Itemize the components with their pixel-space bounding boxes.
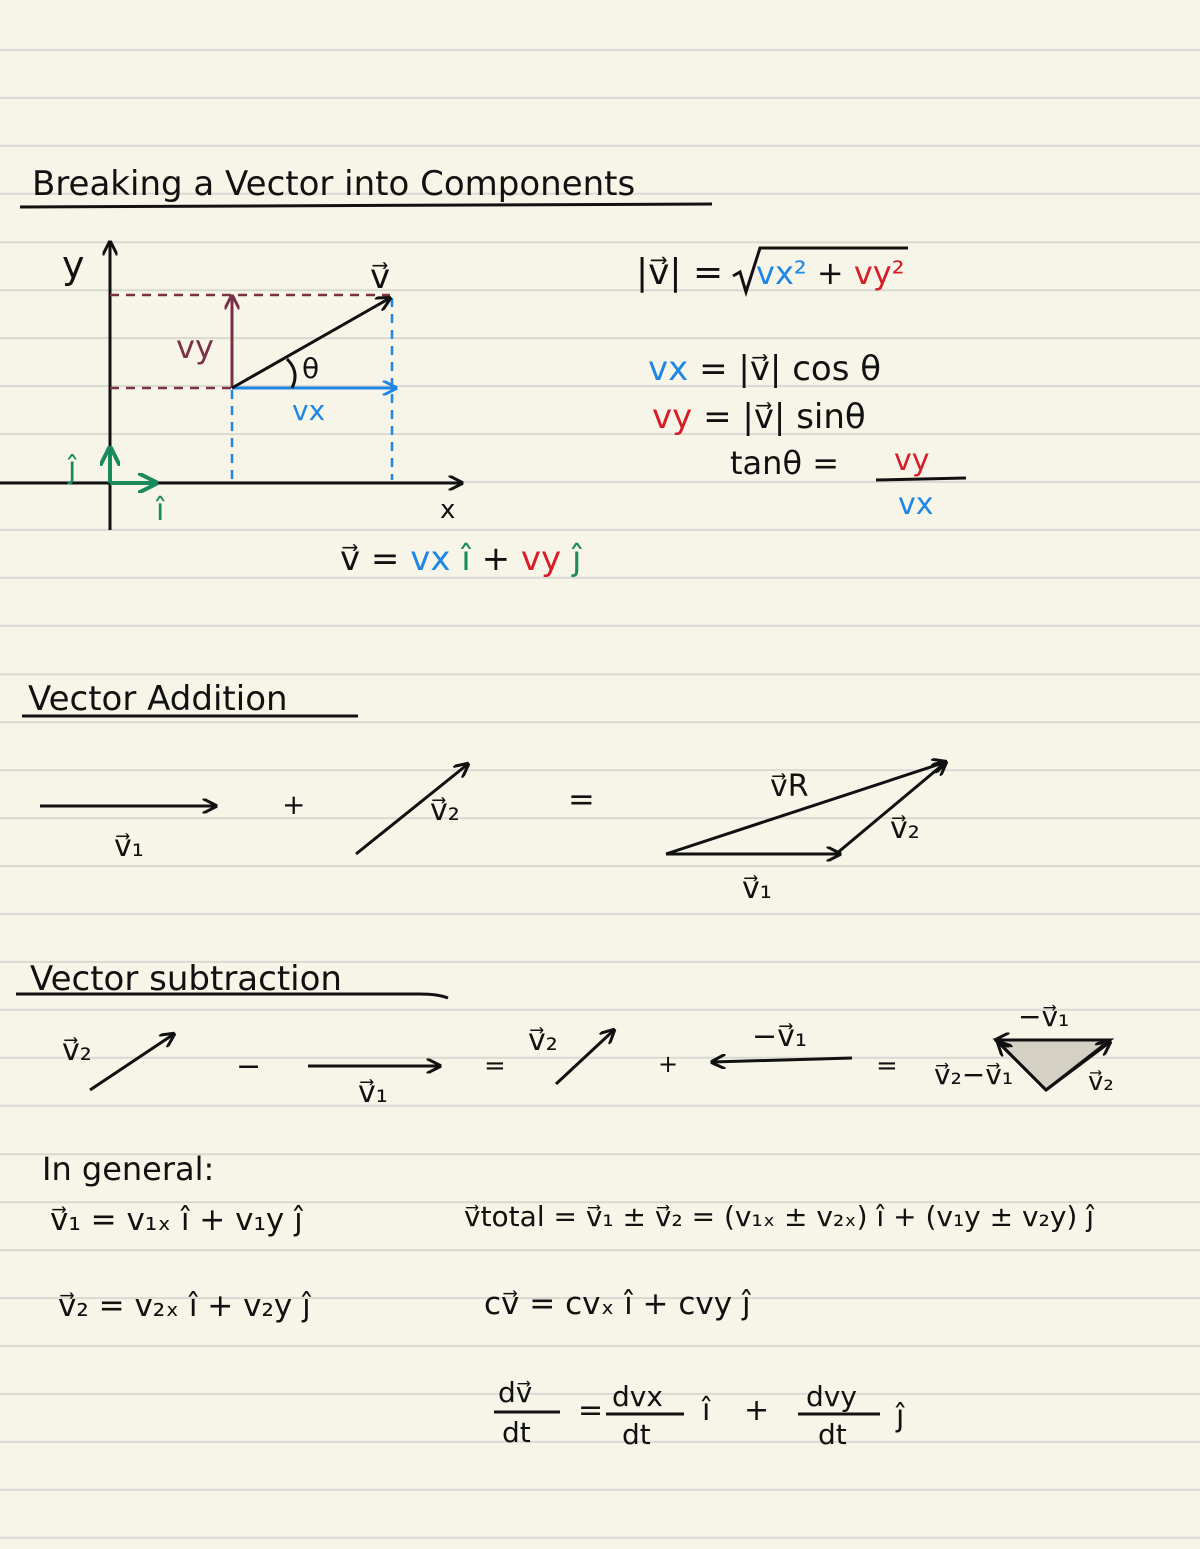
eq-plus: + xyxy=(481,539,511,579)
x-axis-label: x xyxy=(440,495,456,525)
deriv-i-hat: î xyxy=(702,1393,711,1428)
sub-v2-copy-label: v⃗₂ xyxy=(528,1023,558,1058)
dvx-numerator: dvx xyxy=(612,1380,663,1413)
deriv-denominator: dt xyxy=(502,1416,531,1449)
vy-formula-lhs: vy xyxy=(652,397,693,437)
tan-denominator: vx xyxy=(898,487,934,522)
sub-v2-label: v⃗₂ xyxy=(62,1033,92,1068)
vy-formula xyxy=(652,397,866,437)
vx-formula-rhs: = |v⃗| cos θ xyxy=(699,349,882,389)
neg-v1-label: −v⃗₁ xyxy=(752,1019,807,1054)
general-section xyxy=(42,1150,1095,1451)
magnitude-plus: + xyxy=(816,254,844,292)
sub-equals: = xyxy=(484,1051,506,1081)
vx-formula-lhs: vx xyxy=(648,349,689,389)
addition-section xyxy=(22,679,946,906)
scalar-equation: cv⃗ = cvₓ î + cvy ĵ xyxy=(484,1286,751,1322)
triangle-top-label: −v⃗₁ xyxy=(1018,1000,1070,1033)
dvx-denominator: dt xyxy=(622,1418,651,1451)
difference-label: v⃗₂−v⃗₁ xyxy=(934,1058,1014,1091)
sub-equals-2: = xyxy=(876,1051,898,1081)
eq-v-prefix: v⃗ = xyxy=(340,539,400,579)
j-hat-label: ĵ xyxy=(68,451,77,486)
subtraction-heading: Vector subtraction xyxy=(30,959,342,999)
total-equation: v⃗total = v⃗₁ ± v⃗₂ = (v₁ₓ ± v₂ₓ) î + (v₁y ± v₂y) ĵ xyxy=(464,1200,1094,1233)
tan-formula-lhs: tanθ = xyxy=(730,444,839,482)
magnitude-radicand xyxy=(756,254,905,292)
eq-vy: vy xyxy=(520,539,562,579)
sub-v2-copy-arrow xyxy=(556,1030,614,1084)
tan-numerator: vy xyxy=(894,443,930,478)
deriv-equals: = xyxy=(578,1393,604,1428)
sub-plus: + xyxy=(658,1050,679,1078)
theta-arc xyxy=(287,359,295,388)
i-hat-label: î xyxy=(156,493,165,528)
components-heading: Breaking a Vector into Components xyxy=(32,164,636,204)
sum-v2-label: v⃗₂ xyxy=(890,811,920,846)
tan-fraction-bar xyxy=(876,478,966,480)
resultant-label: v⃗R xyxy=(770,769,809,804)
dvy-numerator: dvy xyxy=(806,1380,857,1413)
magnitude-vy2: vy² xyxy=(853,254,905,292)
sum-v1-label: v⃗₁ xyxy=(742,871,772,906)
components-section xyxy=(0,164,966,579)
triangle-right-label: v⃗₂ xyxy=(1088,1067,1114,1097)
addition-heading: Vector Addition xyxy=(28,679,288,719)
vy-label: vy xyxy=(176,328,214,366)
dvy-denominator: dt xyxy=(818,1418,847,1451)
vector-sum-equation xyxy=(340,539,583,579)
deriv-plus: + xyxy=(744,1393,770,1428)
deriv-numerator: dv⃗ xyxy=(498,1376,533,1409)
vx-label: vx xyxy=(292,394,326,427)
magnitude-lhs: |v⃗| = xyxy=(636,252,724,293)
sub-v2-arrow xyxy=(90,1034,174,1090)
v2-general-equation: v⃗₂ = v₂ₓ î + v₂y ĵ xyxy=(58,1288,311,1324)
eq-j-hat: ĵ xyxy=(571,539,582,579)
addition-equals: = xyxy=(568,780,595,818)
sub-v1-label: v⃗₁ xyxy=(358,1075,388,1110)
addition-v1-label: v⃗₁ xyxy=(114,829,144,864)
general-heading: In general: xyxy=(42,1150,215,1188)
vy-formula-rhs: = |v⃗| sinθ xyxy=(703,397,866,437)
eq-vx: vx xyxy=(410,539,451,579)
sub-minus: − xyxy=(236,1049,262,1084)
components-heading-underline xyxy=(20,204,712,207)
addition-v2-label: v⃗₂ xyxy=(430,793,460,828)
y-axis-label: y xyxy=(62,243,85,287)
deriv-j-hat: ĵ xyxy=(896,1399,905,1434)
addition-plus: + xyxy=(282,788,306,821)
neg-v1-arrow xyxy=(712,1058,852,1062)
eq-i-hat: î xyxy=(461,539,471,579)
magnitude-vx2: vx² xyxy=(756,254,807,292)
vx-formula xyxy=(648,349,881,389)
v1-general-equation: v⃗₁ = v₁ₓ î + v₁y ĵ xyxy=(50,1202,303,1238)
vector-v-label: v⃗ xyxy=(370,257,391,297)
subtraction-section xyxy=(16,959,1114,1110)
theta-label: θ xyxy=(302,352,320,385)
